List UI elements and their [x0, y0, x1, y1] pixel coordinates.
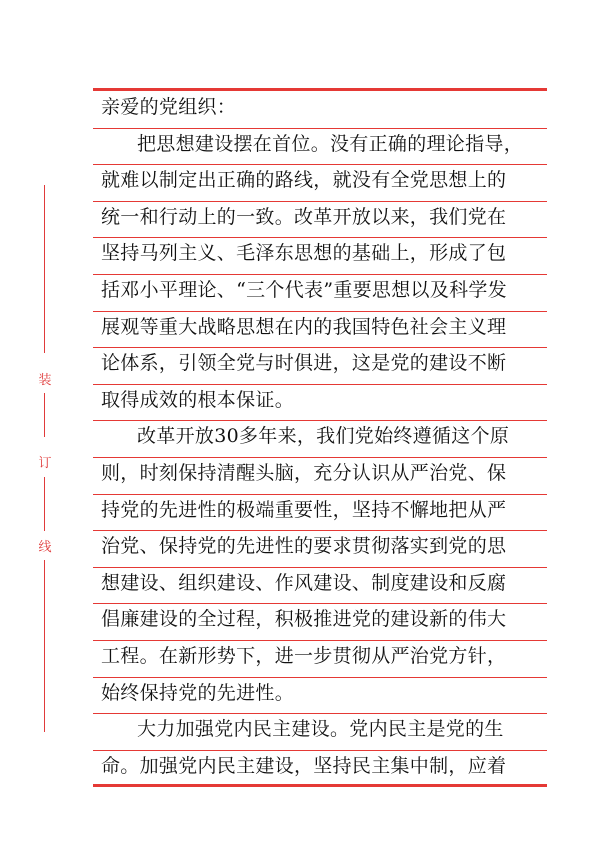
- text-line: 展观等重大战略思想在内的我国特色社会主义理: [101, 315, 507, 338]
- text-line: 改革开放30多年来，我们党始终遵循这个原: [137, 425, 510, 448]
- text-line: 大力加强党内民主建设。党内民主是党的生: [137, 718, 504, 741]
- top-border: [93, 88, 547, 91]
- binding-line: [44, 393, 45, 437]
- text-line: 持党的先进性的极端重要性，坚持不懈地把从严: [101, 498, 507, 521]
- bottom-border: [93, 784, 547, 787]
- text-line: 治党、保持党的先进性的要求贯彻落实到党的思: [101, 535, 507, 558]
- binding-line: [44, 185, 45, 353]
- binding-char: 装: [38, 373, 52, 388]
- binding-char: 订: [38, 456, 52, 471]
- text-line: 命。加强党内民主建设，坚持民主集中制，应着: [101, 754, 507, 777]
- text-line: 取得成效的根本保证。: [101, 388, 295, 411]
- binding-line: [44, 477, 45, 531]
- text-line: 就难以制定出正确的路线，就没有全党思想上的: [101, 169, 507, 192]
- text-line: 坚持马列主义、毛泽东思想的基础上，形成了包: [101, 242, 507, 265]
- text-line: 亲爱的党组织：: [101, 96, 237, 118]
- text-line: 把思想建设摆在首位。没有正确的理论指导，: [137, 132, 524, 155]
- text-line: 想建设、组织建设、作风建设、制度建设和反腐: [101, 571, 507, 594]
- text-line: 工程。在新形势下，进一步贯彻从严治党方针，: [101, 645, 507, 667]
- text-line: 始终保持党的先进性。: [101, 681, 295, 704]
- text-line: 括邓小平理论、“三个代表”重要思想以及科学发: [101, 279, 508, 301]
- binding-char: 线: [38, 540, 52, 555]
- lined-writing-area: [93, 85, 547, 789]
- text-line: 倡廉建设的全过程，积极推进党的建设新的伟大: [101, 608, 507, 631]
- text-line: 统一和行动上的一致。改革开放以来，我们党在: [101, 205, 507, 228]
- text-line: 论体系，引领全党与时俱进，这是党的建设不断: [101, 352, 507, 375]
- text-line: 则，时刻保持清醒头脑，充分认识从严治党、保: [101, 462, 507, 484]
- binding-line: [44, 560, 45, 732]
